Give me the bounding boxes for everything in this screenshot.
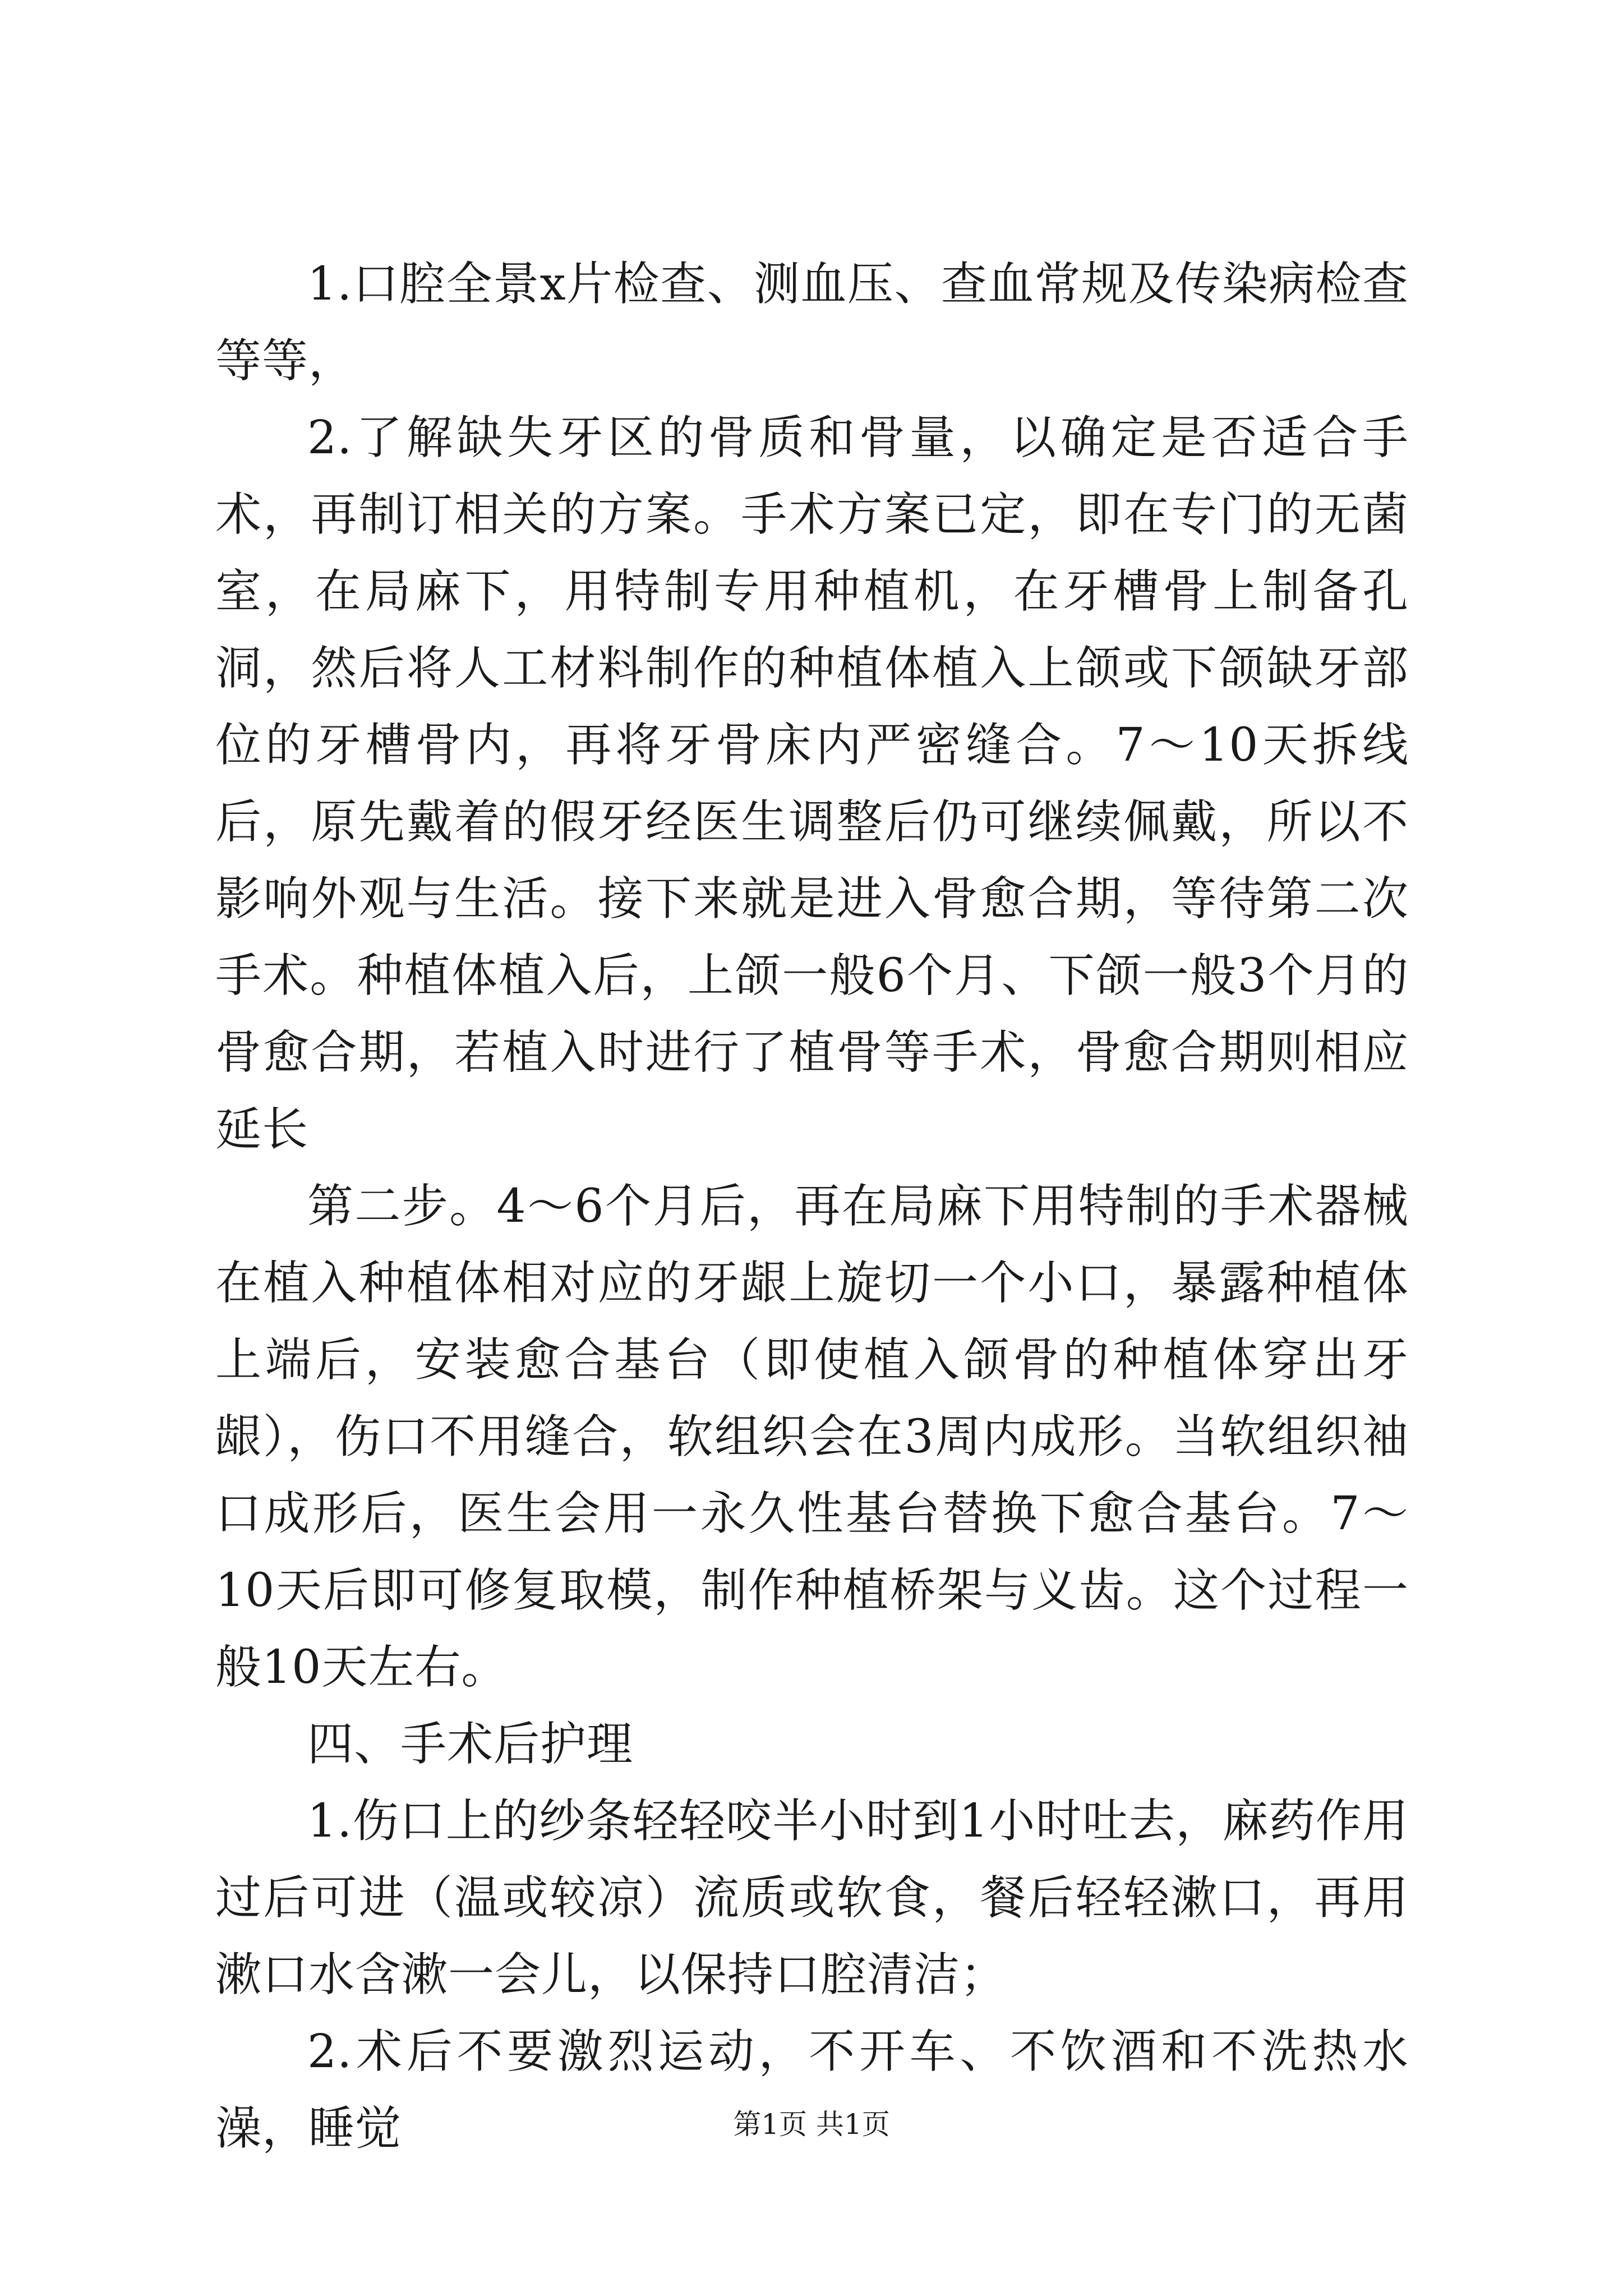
section-heading: 四、手术后护理	[307, 1718, 634, 1771]
paragraph-4: 1.伤口上的纱条轻轻咬半小时到1小时吐去，麻药作用过后可进（温或较凉）流质或软食，餐后轻轻漱口，再用漱口水含漱一会儿，以保持口腔清洁；	[215, 1795, 1409, 2001]
paragraph-3: 第二步。4～6个月后，再在局麻下用特制的手术器械在植入种植体相对应的牙龈上旋切一个小口，暴露种植体上端后，安装愈合基台（即使植入颌骨的种植体穿出牙龈），伤口不用缝合，软组织会在3周内成形。当软组织袖口成形后，医生会用一永久性基台替换下愈合基台。7～10天后即可修复取模，制作种植桥架与义齿。这个过程一般10天左右。	[215, 1180, 1409, 1694]
page-footer	[0, 2106, 1623, 2142]
paragraph-5: 2.术后不要激烈运动，不开车、不饮酒和不洗热水澡，睡觉	[215, 2025, 1409, 2155]
page-number-label: 第1页 共1页	[733, 2108, 890, 2141]
paragraph-1: 1.口腔全景x片检查、测血压、查血常规及传染病检查等等，	[215, 257, 1409, 388]
paragraph-2: 2.了解缺失牙区的骨质和骨量，以确定是否适合手术，再制订相关的方案。手术方案已定，即在专门的无菌室，在局麻下，用特制专用种植机，在牙槽骨上制备孔洞，然后将人工材料制作的种植体植入上颌或下颌缺牙部位的牙槽骨内，再将牙骨床内严密缝合。7～10天拆线后，原先戴着的假牙经医生调整后仍可继续佩戴，所以不影响外观与生活。接下来就是进入骨愈合期，等待第二次手术。种植体植入后，上颌一般6个月、下颌一般3个月的骨愈合期，若植入时进行了植骨等手术，骨愈合期则相应延长	[215, 411, 1409, 1156]
document-body	[215, 246, 1409, 2167]
